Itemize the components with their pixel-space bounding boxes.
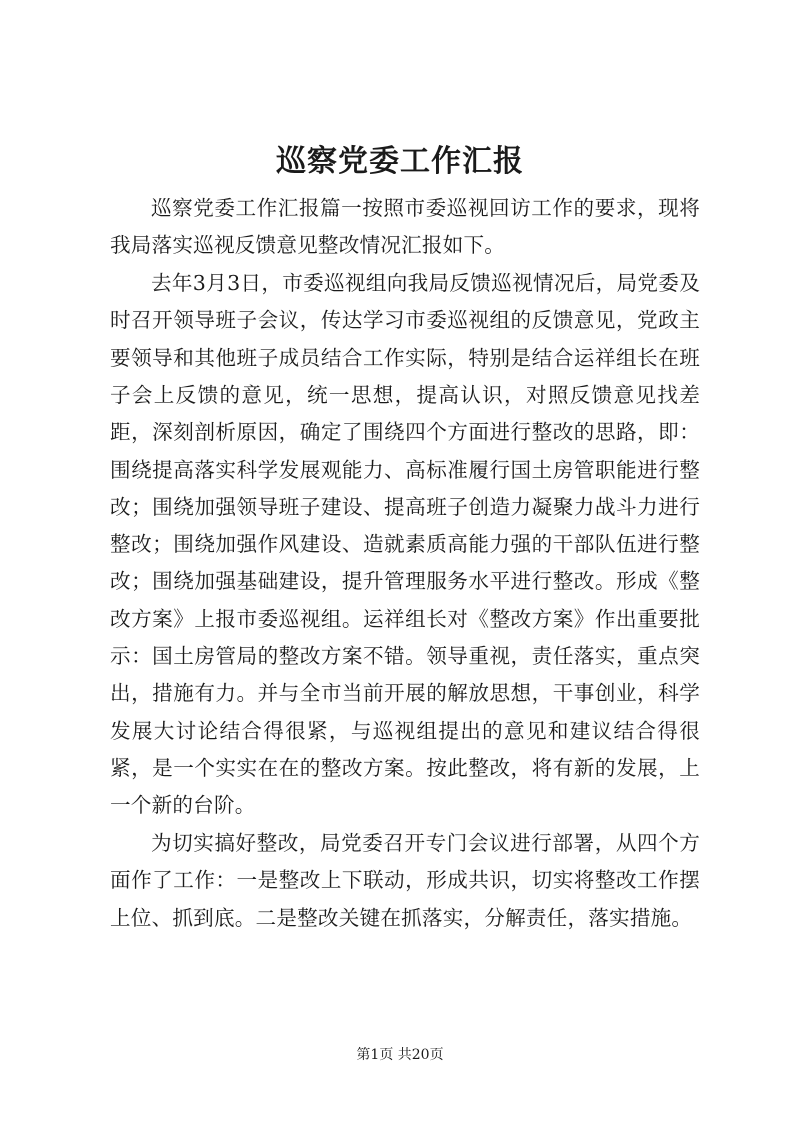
document-title: 巡察党委工作汇报 — [276, 144, 524, 179]
page-number-footer: 第1页 共20页 — [356, 1047, 444, 1063]
paragraph-rectification-plan: 去年3月3日，市委巡视组向我局反馈巡视情况后，局党委及时召开领导班子会议，传达学习市委巡视组的反馈意见，党政主要领导和其他班子成员结合工作实际，特别是结合运祥组长在班子会上反馈的意见，统一思想，提高认识，对照反馈意见找差距，深刻剖析原因，确定了围绕四个方面进行整改的思路，即：围绕提高落实科学发展观能力、高标准履行国土房管职能进行整改；围绕加强领导班子建设、提高班子创造力凝聚力战斗力进行整改；围绕加强作风建设、造就素质高能力强的干部队伍进行整改；围绕加强基础建设，提升管理服务水平进行整改。形成《整改方案》上报市委巡视组。运祥组长对《整改方案》作出重要批示：国土房管局的整改方案不错。领导重视，责任落实，重点突出，措施有力。并与全市当前开展的解放思想，干事创业，科学发展大讨论结合得很紧，与巡视组提出的意见和建议结合得很紧，是一个实实在在的整改方案。按此整改，将有新的发展，上一个新的台阶。 — [110, 271, 700, 818]
paragraph-intro: 巡察党委工作汇报篇一按照市委巡视回访工作的要求，现将我局落实巡视反馈意见整改情况汇报如下。 — [110, 196, 700, 258]
document-body — [110, 190, 700, 937]
paragraph-work-measures: 为切实搞好整改，局党委召开专门会议进行部署，从四个方面作了工作：一是整改上下联动，形成共识，切实将整改工作摆上位、抓到底。二是整改关键在抓落实，分解责任，落实措施。 — [110, 831, 700, 930]
